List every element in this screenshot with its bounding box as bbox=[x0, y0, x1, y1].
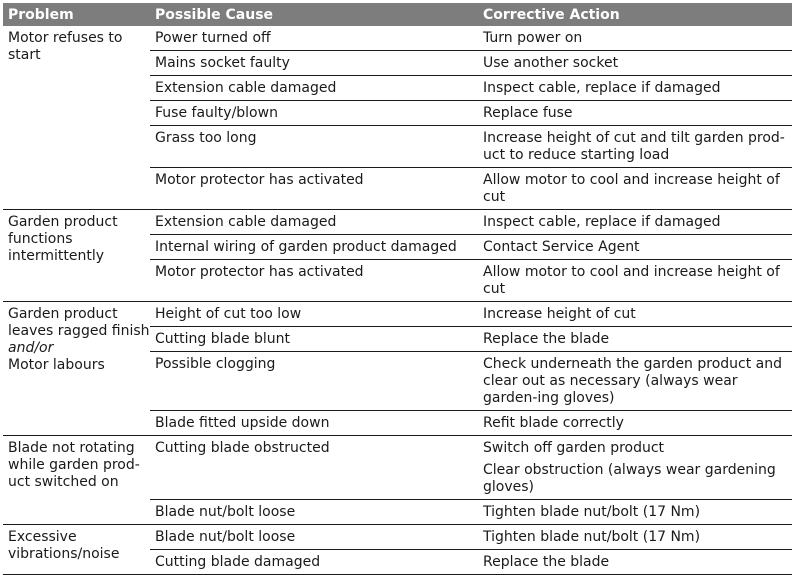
action-text: Allow motor to cool and increase height of cut bbox=[483, 172, 780, 205]
action-text: Switch off garden product bbox=[483, 440, 665, 456]
action-cell bbox=[475, 352, 792, 410]
table-row bbox=[150, 51, 792, 76]
action-text: Allow motor to cool and increase height of cut bbox=[483, 264, 780, 297]
action-text: Turn power on bbox=[483, 30, 583, 46]
problem-text: Garden product leaves ragged finish bbox=[8, 306, 150, 339]
cause-cell: Grass too long bbox=[155, 130, 257, 146]
table-row bbox=[150, 411, 792, 435]
action-cell bbox=[475, 101, 792, 125]
cause-cell: Extension cable damaged bbox=[155, 80, 337, 96]
table-row bbox=[150, 126, 792, 168]
action-cell bbox=[475, 235, 792, 259]
action-text: Contact Service Agent bbox=[483, 239, 640, 255]
cause-cell: Cutting blade blunt bbox=[155, 331, 291, 347]
action-cell bbox=[475, 26, 792, 50]
table-row bbox=[150, 260, 792, 301]
action-text: Refit blade correctly bbox=[483, 415, 624, 431]
cause-cell: Motor protector has activated bbox=[155, 264, 364, 280]
action-cell bbox=[475, 51, 792, 75]
action-text: Replace the blade bbox=[483, 554, 610, 570]
problem-cell: Excessive vibrations/noise bbox=[8, 529, 120, 562]
table-row bbox=[150, 525, 792, 550]
action-text: Replace the blade bbox=[483, 331, 610, 347]
cause-cell: Possible clogging bbox=[155, 356, 276, 372]
action-cell bbox=[475, 126, 792, 167]
cause-cell: Blade nut/bolt loose bbox=[155, 504, 296, 520]
action-text: Clear obstruction (always wear gardening gloves) bbox=[483, 462, 776, 495]
problem-cell: Blade not rotating while garden prod-uct switched on bbox=[8, 440, 140, 490]
table-header bbox=[3, 3, 792, 26]
table-row bbox=[150, 168, 792, 209]
problem-group bbox=[3, 525, 792, 575]
cause-cell: Fuse faulty/blown bbox=[155, 105, 278, 121]
cause-cell: Extension cable damaged bbox=[155, 214, 337, 230]
cause-cell: Cutting blade damaged bbox=[155, 554, 321, 570]
action-cell bbox=[475, 525, 792, 549]
cause-cell: Blade fitted upside down bbox=[155, 415, 330, 431]
table-row bbox=[150, 302, 792, 327]
problem-conjunction: and/or bbox=[8, 340, 54, 356]
action-text: Increase height of cut bbox=[483, 306, 636, 322]
troubleshooting-table bbox=[3, 3, 792, 575]
problem-group bbox=[3, 436, 792, 525]
problem-group bbox=[3, 26, 792, 210]
header-action: Corrective Action bbox=[483, 6, 620, 23]
cause-cell: Internal wiring of garden product damaged bbox=[155, 239, 457, 255]
table-row bbox=[150, 235, 792, 260]
table-row bbox=[150, 500, 792, 524]
action-cell bbox=[475, 210, 792, 234]
cause-cell: Power turned off bbox=[155, 30, 271, 46]
table-row bbox=[150, 436, 792, 500]
problem-group bbox=[3, 302, 792, 436]
action-cell bbox=[475, 500, 792, 524]
action-text: Use another socket bbox=[483, 55, 619, 71]
problem-group bbox=[3, 210, 792, 302]
action-cell bbox=[475, 411, 792, 435]
table-row bbox=[150, 101, 792, 126]
header-cause: Possible Cause bbox=[155, 6, 274, 23]
action-cell bbox=[475, 168, 792, 209]
table-row bbox=[150, 550, 792, 574]
action-text: Tighten blade nut/bolt (17 Nm) bbox=[483, 529, 701, 545]
problem-cell: Garden product functions intermittently bbox=[8, 214, 118, 264]
action-cell bbox=[475, 327, 792, 351]
action-text: Inspect cable, replace if damaged bbox=[483, 80, 721, 96]
problem-cell bbox=[3, 302, 150, 435]
cause-cell: Blade nut/bolt loose bbox=[155, 529, 296, 545]
table-row bbox=[150, 352, 792, 411]
header-problem: Problem bbox=[8, 6, 74, 23]
action-text: Increase height of cut and tilt garden prod-uct to reduce starting load bbox=[483, 130, 785, 163]
action-cell bbox=[475, 302, 792, 326]
cause-cell: Motor protector has activated bbox=[155, 172, 364, 188]
cause-cell: Mains socket faulty bbox=[155, 55, 290, 71]
table-row bbox=[150, 210, 792, 235]
problem-cell: Motor refuses to start bbox=[8, 30, 123, 63]
action-text: Check underneath the garden product and clear out as necessary (always wear garden-ing gloves) bbox=[483, 356, 783, 406]
action-cell bbox=[475, 260, 792, 301]
action-text: Inspect cable, replace if damaged bbox=[483, 214, 721, 230]
table-row bbox=[150, 26, 792, 51]
action-text: Replace fuse bbox=[483, 105, 573, 121]
action-cell bbox=[475, 436, 792, 499]
problem-text-tail: Motor labours bbox=[8, 357, 105, 373]
cause-cell: Height of cut too low bbox=[155, 306, 302, 322]
action-cell bbox=[475, 550, 792, 574]
table-row bbox=[150, 76, 792, 101]
table-row bbox=[150, 327, 792, 352]
action-cell bbox=[475, 76, 792, 100]
cause-cell: Cutting blade obstructed bbox=[155, 440, 330, 456]
action-text: Tighten blade nut/bolt (17 Nm) bbox=[483, 504, 701, 520]
